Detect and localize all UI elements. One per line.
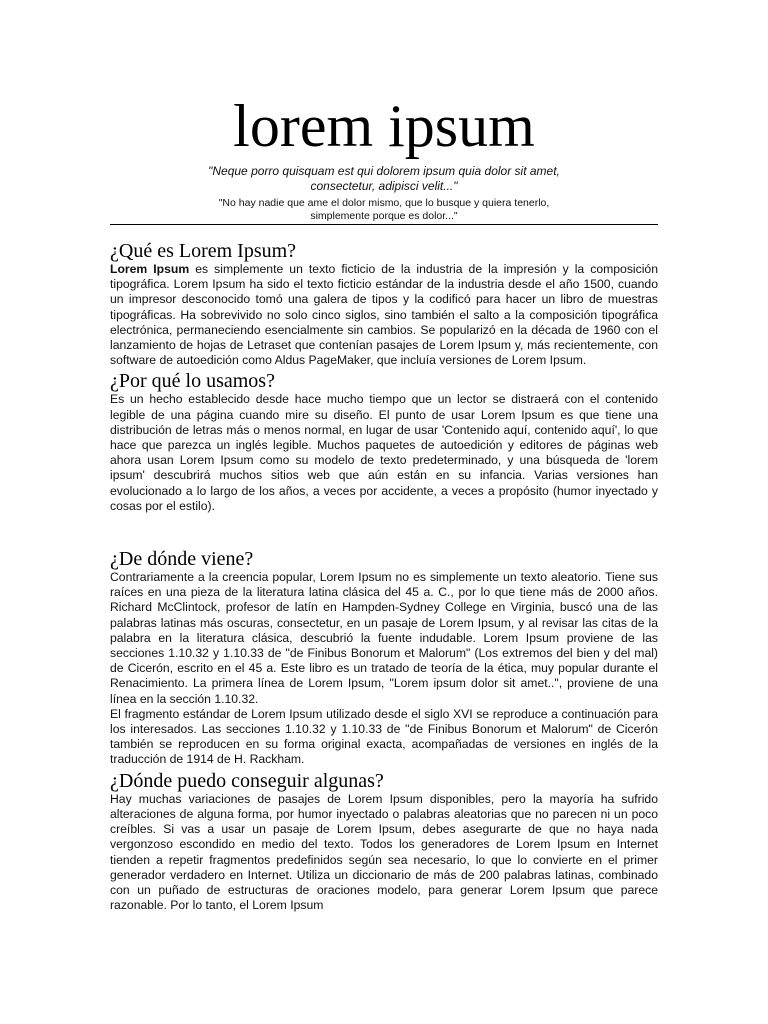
section-heading: ¿Dónde puedo conseguir algunas? (110, 769, 384, 792)
section-que-es (110, 240, 658, 368)
section-paragraph: Es un hecho establecido desde hace mucho tiempo que un lector se distraerá con el contenido legible de una página cuando mire su diseño. El punto de usar Lorem Ipsum es que tiene una distribución de letras más o menos normal, en lugar de usar 'Contenido aquí, contenido aquí', lo que hace que parezca un inglés legible. Muchos paquetes de autoedición y editores de páginas web ahora usan Lorem Ipsum como su modelo de texto predeterminado, y una búsqueda de 'lorem ipsum' descubrirá muchos sitios web que aún están en su infancia. Varias versiones han evolucionado a lo largo de los años, a veces por accidente, a veces a propósito (humor inyectado y cosas por el estilo). (110, 392, 658, 513)
paragraph-text: es simplemente un texto ficticio de la industria de la impresión y la composición tipográfica. Lorem Ipsum ha sido el texto ficticio estándar de la industria desde el año 1500, cuando un impresor desconocido tomó una galera de tipos y la codificó para hacer un libro de muestras tipográficas. Ha sobrevivido no solo cinco siglos, sino también el salto a la composición tipográfica electrónica, permaneciendo esencialmente sin cambios. Se popularizó en la década de 1960 con el lanzamiento de hojas de Letraset que contenían pasajes de Lorem Ipsum y, más recientemente, con software de autoedición como Aldus PageMaker, que incluía versiones de Lorem Ipsum. (110, 262, 658, 368)
document-title: lorem ipsum (233, 93, 535, 159)
section-de-donde (110, 548, 658, 768)
quote-block (184, 164, 584, 194)
section-heading: ¿Qué es Lorem Ipsum? (110, 240, 297, 262)
section-heading: ¿De dónde viene? (110, 548, 254, 571)
section-por-que (110, 370, 658, 514)
header-divider (110, 224, 658, 225)
section-donde-conseguir (110, 770, 658, 914)
section-paragraph: Contrariamente a la creencia popular, Lorem Ipsum no es simplemente un texto aleatorio. Tiene sus raíces en una pieza de la literatura latina clásica del 45 a. C., por lo que tiene más de 2000 años. Richard McClintock, profesor de latín en Hampden-Sydney College en Virginia, buscó una de las palabras latinas más oscuras, consectetur, en un pasaje de Lorem Ipsum, y al revisar las citas de la palabra en la literatura clásica, descubrió la fuente indudable. Lorem Ipsum proviene de las secciones 1.10.32 y 1.10.33 de "de Finibus Bonorum et Malorum" (Los extremos del bien y del mal) de Cicerón, escrito en el 45 a. Este libro es un tratado de teoría de la ética, muy popular durante el Renacimiento. La primera línea de Lorem Ipsum, "Lorem ipsum dolor sit amet..", proviene de una línea en la sección 1.10.32. (110, 570, 658, 706)
spanish-quote: "No hay nadie que ame el dolor mismo, que lo busque y quiera tenerlo, simplemente porque es dolor..." (218, 197, 550, 222)
section-paragraph: El fragmento estándar de Lorem Ipsum utilizado desde el siglo XVI se reproduce a continuación para los interesados. Las secciones 1.10.32 y 1.10.33 de "de Finibus Bonorum et Malorum" de Cicerón también se reproducen en su forma original exacta, acompañadas de versiones en inglés de la traducción de 1914 de H. Rackham. (110, 706, 658, 767)
section-heading: ¿Por qué lo usamos? (110, 370, 275, 393)
document-body (110, 93, 658, 913)
document-header (110, 93, 658, 225)
section-paragraph (110, 262, 658, 368)
latin-quote: "Neque porro quisquam est qui dolorem ipsum quia dolor sit amet, consectetur, adipisci velit..." (208, 164, 560, 193)
bold-term: Lorem Ipsum (110, 262, 190, 276)
section-paragraph: Hay muchas variaciones de pasajes de Lorem Ipsum disponibles, pero la mayoría ha sufrido alteraciones de alguna forma, por humor inyectado o palabras aleatorias que no parecen ni un poco creíbles. Si vas a usar un pasaje de Lorem Ipsum, debes asegurarte de que no haya nada vergonzoso escondido en medio del texto. Todos los generadores de Lorem Ipsum en Internet tienden a repetir fragmentos predefinidos según sea necesario, lo que lo convierte en el primer generador verdadero en Internet. Utiliza un diccionario de más de 200 palabras latinas, combinado con un puñado de estructuras de oraciones modelo, para generar Lorem Ipsum que parece razonable. Por lo tanto, el Lorem Ipsum (110, 791, 658, 913)
